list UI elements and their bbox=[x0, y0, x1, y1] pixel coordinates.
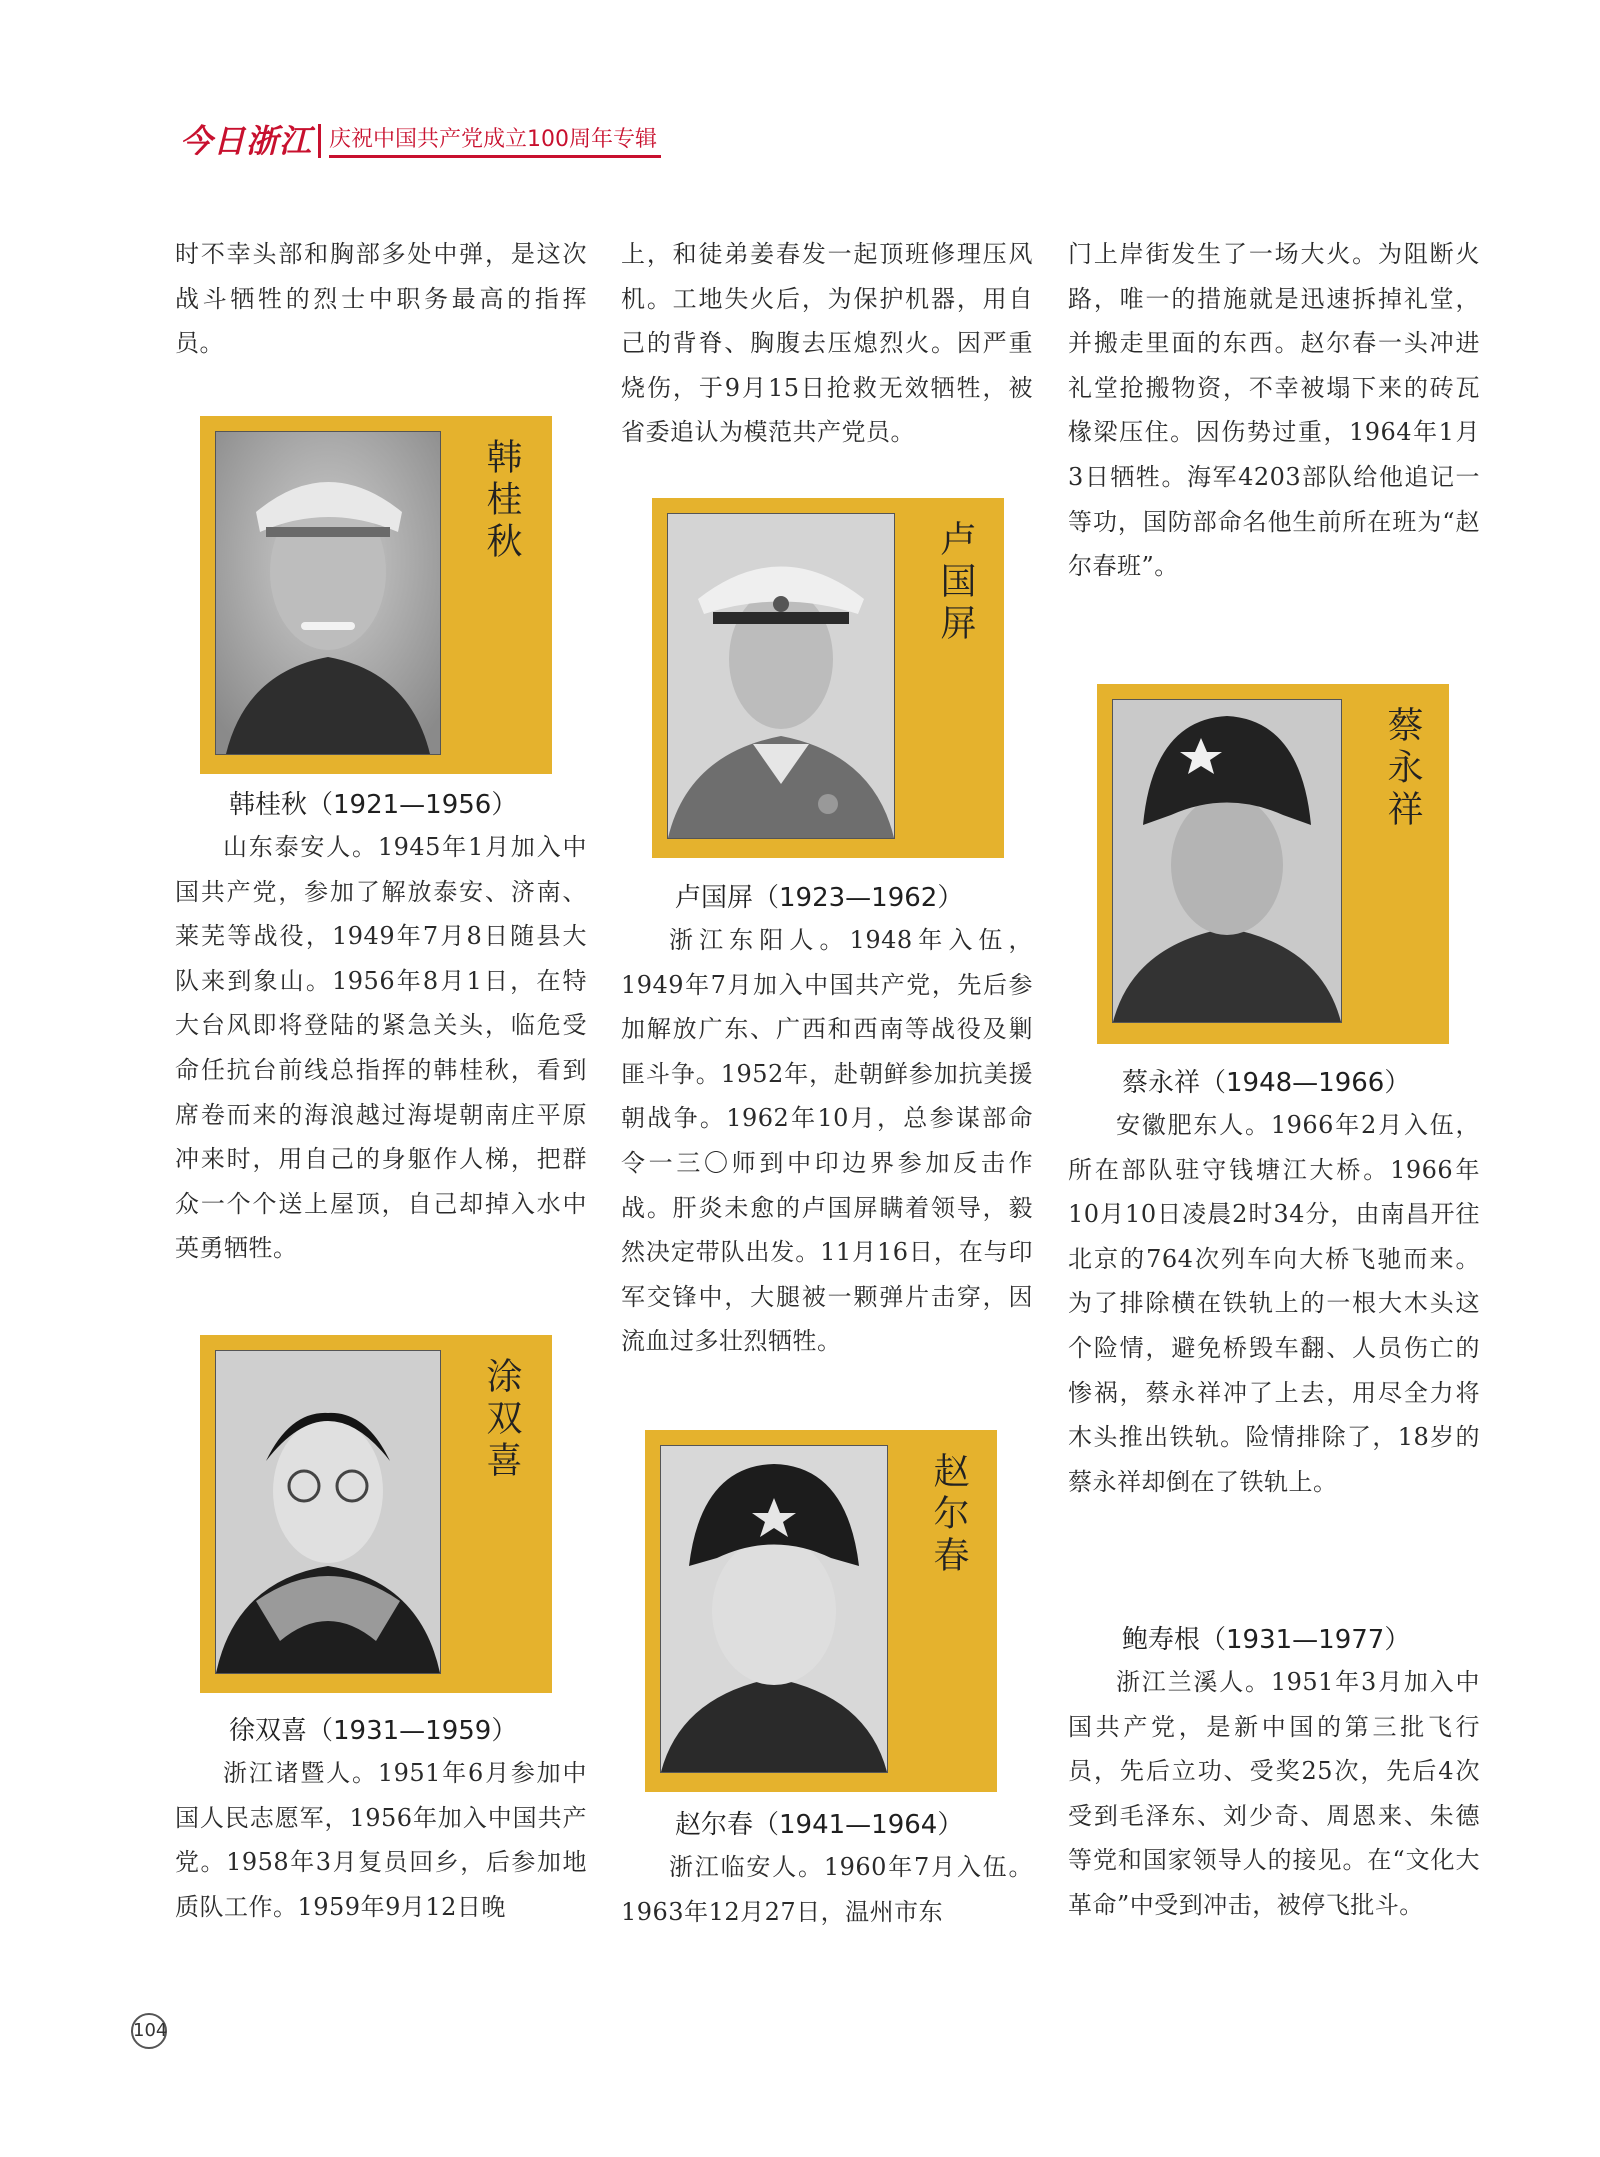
portrait-card-zhao-erchun bbox=[645, 1430, 997, 1792]
portrait-photo-cai bbox=[1112, 699, 1342, 1023]
portrait-card-lu-guoping bbox=[652, 498, 1004, 858]
magazine-brand: 今日浙江 bbox=[180, 122, 313, 160]
zhao-heading: 赵尔春（1941—1964） bbox=[675, 1810, 964, 1840]
xu-heading: 徐双喜（1931—1959） bbox=[229, 1716, 518, 1746]
card-name-zhao: 赵尔春 bbox=[928, 1452, 969, 1578]
cai-heading: 蔡永祥（1948—1966） bbox=[1122, 1068, 1411, 1098]
column-3-cai-section bbox=[1068, 1063, 1480, 1504]
bao-bio: 浙江兰溪人。1951年3月加入中国共产党，是新中国的第三批飞行员，先后立功、受奖25次，先后4次受到毛泽东、刘少奇、周恩来、朱德等党和国家领导人的接见。在“文化大革命”中受到冲击，被停飞批斗。 bbox=[1068, 1668, 1480, 1919]
lu-heading: 卢国屏（1923—1962） bbox=[675, 883, 964, 913]
column-title: 庆祝中国共产党成立100周年专辑 bbox=[329, 125, 661, 158]
page-number: 104 bbox=[131, 2013, 167, 2049]
portrait-photo-han bbox=[215, 431, 441, 755]
portrait-photo-lu bbox=[667, 513, 895, 839]
portrait-image-lu bbox=[668, 514, 894, 838]
portrait-image-han bbox=[216, 432, 440, 754]
card-name-xu: 涂双喜 bbox=[481, 1357, 522, 1483]
portrait-card-cai-yongxiang bbox=[1097, 684, 1449, 1044]
lu-bio: 浙江东阳人。1948年入伍，1949年7月加入中国共产党，先后参加解放广东、广西和西南等战役及剿匪斗争。1952年，赴朝鲜参加抗美援朝战争。1962年10月，总参谋部命令一三〇师到中印边界参加反击作战。肝炎未愈的卢国屏瞒着领导，毅然决定带队出发。11月16日，在与印军交锋中，大腿被一颗弹片击穿，因流血过多壮烈牺牲。 bbox=[621, 926, 1033, 1356]
header-divider bbox=[318, 124, 321, 158]
zhao-bio: 浙江临安人。1960年7月入伍。1963年12月27日，温州市东 bbox=[621, 1853, 1033, 1926]
card-name-cai: 蔡永祥 bbox=[1382, 706, 1423, 832]
han-heading: 韩桂秋（1921—1956） bbox=[229, 790, 518, 820]
column-3-bao-section bbox=[1068, 1620, 1480, 1928]
column-2-intro bbox=[621, 232, 1033, 455]
portrait-image-xu bbox=[216, 1351, 440, 1673]
intro-paragraph: 时不幸头部和胸部多处中弹，是这次战斗牺牲的烈士中职务最高的指挥员。 bbox=[175, 240, 587, 358]
portrait-photo-xu bbox=[215, 1350, 441, 1674]
column-2-lu-section bbox=[621, 878, 1033, 1364]
cai-bio: 安徽肥东人。1966年2月入伍，所在部队驻守钱塘江大桥。1966年10月10日凌晨2时34分，由南昌开往北京的764次列车向大桥飞驰而来。为了排除横在铁轨上的一根大木头这个险情，避免桥毁车翻、人员伤亡的惨祸，蔡永祥冲了上去，用尽全力将木头推出铁轨。险情排除了，18岁的蔡永祥却倒在了铁轨上。 bbox=[1068, 1111, 1480, 1496]
portrait-card-xu-shuangxi bbox=[200, 1335, 552, 1693]
zhao-continuation: 门上岸街发生了一场大火。为阻断火路，唯一的措施就是迅速拆掉礼堂，并搬走里面的东西。赵尔春一头冲进礼堂抢搬物资，不幸被塌下来的砖瓦椽梁压住。因伤势过重，1964年1月3日牺牲。海军4203部队给他追记一等功，国防部命名他生前所在班为“赵尔春班”。 bbox=[1068, 240, 1480, 581]
column-1-han-section bbox=[175, 785, 587, 1271]
portrait-photo-zhao bbox=[660, 1445, 888, 1773]
portrait-card-han-guiqiu bbox=[200, 416, 552, 774]
column-1-intro bbox=[175, 232, 587, 366]
column-1-xu-section bbox=[175, 1711, 587, 1929]
page-header bbox=[180, 122, 661, 158]
xu-bio: 浙江诸暨人。1951年6月参加中国人民志愿军，1956年加入中国共产党。1958年3月复员回乡，后参加地质队工作。1959年9月12日晚 bbox=[175, 1759, 587, 1921]
portrait-image-cai bbox=[1113, 700, 1341, 1022]
column-3-intro bbox=[1068, 232, 1480, 589]
han-bio: 山东泰安人。1945年1月加入中国共产党，参加了解放泰安、济南、莱芜等战役，1949年7月8日随县大队来到象山。1956年8月1日，在特大台风即将登陆的紧急关头，临危受命任抗台前线总指挥的韩桂秋，看到席卷而来的海浪越过海堤朝南庄平原冲来时，用自己的身躯作人梯，把群众一个个送上屋顶，自己却掉入水中英勇牺牲。 bbox=[175, 833, 587, 1263]
xu-continuation: 上，和徒弟姜春发一起顶班修理压风机。工地失火后，为保护机器，用自己的背脊、胸腹去压熄烈火。因严重烧伤，于9月15日抢救无效牺牲，被省委追认为模范共产党员。 bbox=[621, 240, 1033, 447]
bao-heading: 鲍寿根（1931—1977） bbox=[1122, 1625, 1411, 1655]
card-name-han: 韩桂秋 bbox=[481, 438, 522, 564]
column-2-zhao-section bbox=[621, 1805, 1033, 1934]
card-name-lu: 卢国屏 bbox=[935, 520, 976, 646]
portrait-image-zhao bbox=[661, 1446, 887, 1772]
